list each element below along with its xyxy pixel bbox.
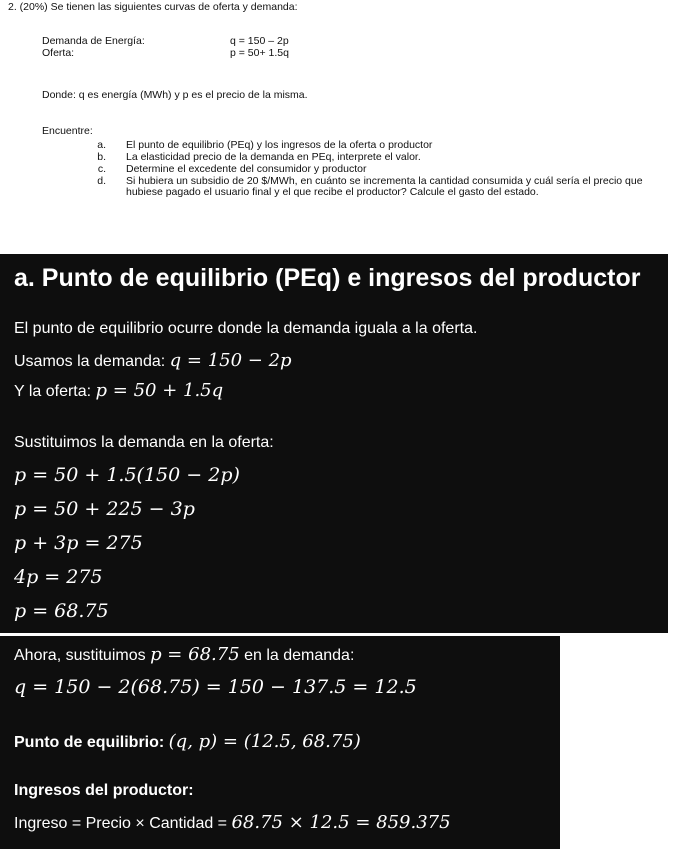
revenue-heading: Ingresos del productor: — [14, 782, 194, 799]
list-marker: d. — [97, 175, 106, 187]
supply-label: Oferta: — [42, 47, 75, 59]
substitute-price-suffix: en la demanda: — [239, 647, 355, 664]
step-5: p = 68.75 — [14, 600, 109, 622]
revenue-line — [14, 812, 451, 833]
problem-header: 2. (20%) Se tienen las siguientes curvas de oferta y demanda: — [8, 1, 298, 13]
section-title: a. Punto de equilibrio (PEq) e ingresos del productor — [14, 264, 641, 292]
demand-line-equation: q = 150 − 2p — [169, 350, 292, 371]
answer-panel — [0, 254, 668, 633]
equilibrium-point-label: Punto de equilibrio: — [14, 734, 169, 751]
list-item-text: La elasticidad precio de la demanda en PEq, interprete el valor. — [126, 151, 421, 163]
substitute-price-math: p = 68.75 — [150, 644, 240, 665]
demand-line-label: Usamos la demanda: — [14, 353, 170, 370]
substitute-price-prefix: Ahora, sustituimos — [14, 647, 151, 664]
list-marker: b. — [97, 151, 106, 163]
substitute-price-line — [14, 644, 354, 665]
variable-definition: Donde: q es energía (MWh) y p es el precio de la misma. — [42, 89, 308, 101]
problem-statement — [0, 0, 675, 252]
intro-text: El punto de equilibrio ocurre donde la demanda iguala a la oferta. — [14, 320, 478, 337]
answer-panel-continued — [0, 636, 560, 849]
revenue-text: Ingreso = Precio × Cantidad = — [14, 815, 232, 832]
step-3: p + 3p = 275 — [14, 532, 143, 554]
list-marker: c. — [97, 163, 106, 175]
supply-line-label: Y la oferta: — [14, 383, 96, 400]
step-4: 4p = 275 — [14, 566, 103, 588]
list-item-text: Si hubiera un subsidio de 20 $/MWh, en cuánto se incrementa la cantidad consumida y cuál sería el precio que hubiese pagado el usuario final y el que recibe el productor? Calcule el gasto del estado. — [126, 175, 643, 198]
supply-line — [14, 380, 223, 401]
list-marker: a. — [97, 139, 106, 151]
supply-line-equation: p = 50 + 1.5q — [95, 380, 224, 401]
equilibrium-point-line — [14, 731, 361, 752]
step-2: p = 50 + 225 − 3p — [14, 498, 195, 520]
demand-equation: q = 150 – 2p — [230, 35, 289, 47]
demand-label: Demanda de Energía: — [42, 35, 145, 47]
supply-equation: p = 50+ 1.5q — [230, 47, 289, 59]
demand-line — [14, 350, 292, 371]
list-item-text: El punto de equilibrio (PEq) y los ingresos de la oferta o productor — [126, 139, 433, 151]
substitution-text: Sustituimos la demanda en la oferta: — [14, 434, 274, 451]
equilibrium-point-math: (q, p) = (12.5, 68.75) — [168, 731, 361, 752]
quantity-calculation: q = 150 − 2(68.75) = 150 − 137.5 = 12.5 — [14, 676, 417, 698]
list-item-text: Determine el excedente del consumidor y productor — [126, 163, 367, 175]
step-1: p = 50 + 1.5(150 − 2p) — [14, 464, 240, 486]
find-label: Encuentre: — [42, 125, 93, 137]
revenue-math: 68.75 × 12.5 = 859.375 — [231, 812, 451, 833]
